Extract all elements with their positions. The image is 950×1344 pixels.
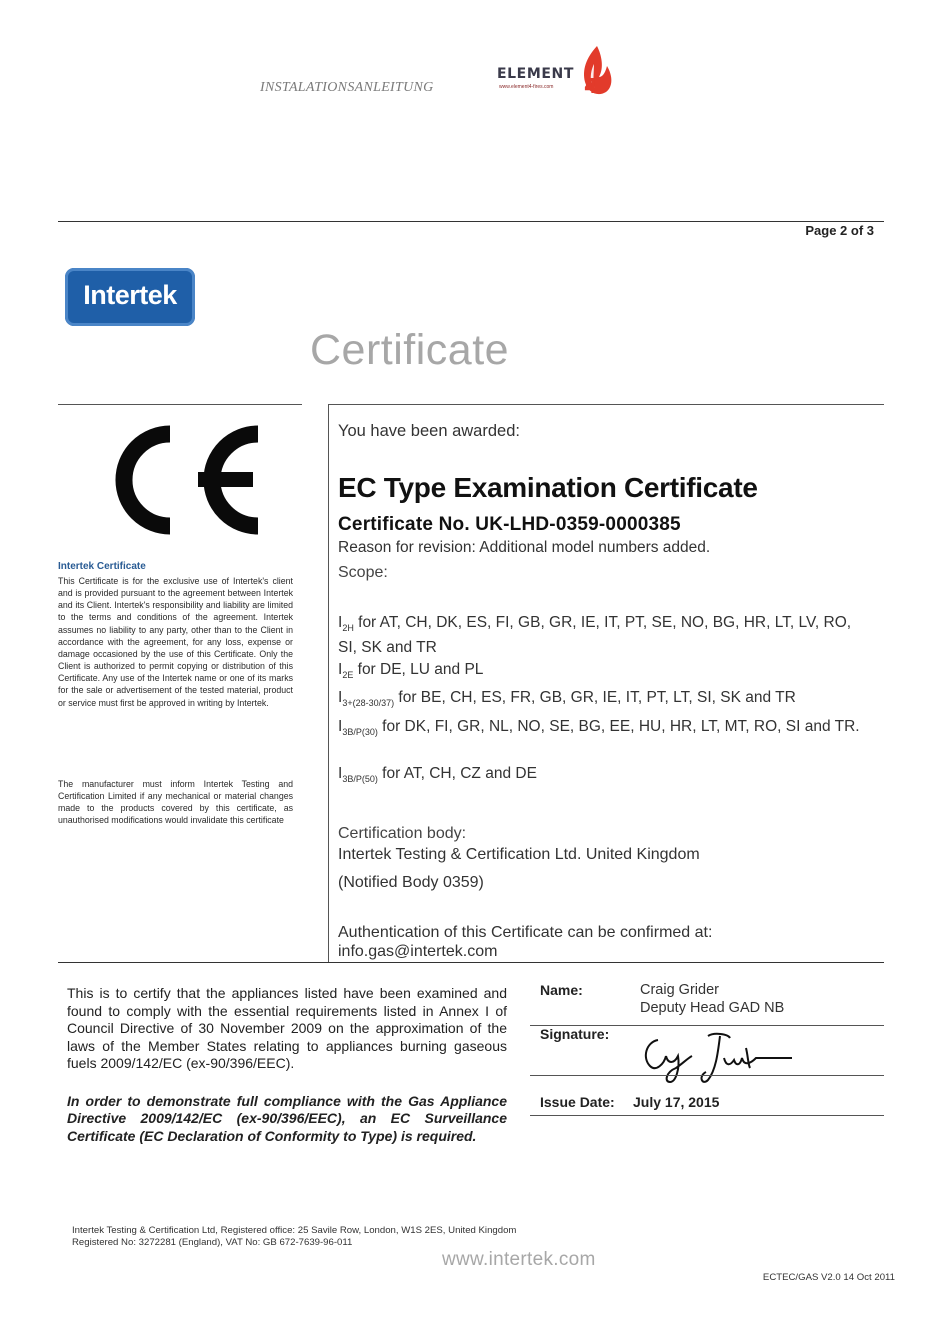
notified-body: (Notified Body 0359)	[338, 874, 484, 891]
signatory-name: Craig Grider	[640, 982, 719, 998]
revision-reason: Reason for revision: Additional model numbers added.	[338, 539, 711, 556]
awarded-intro: You have been awarded:	[338, 422, 520, 440]
signatory-title: Deputy Head GAD NB	[640, 1000, 785, 1016]
certification-body-name: Intertek Testing & Certification Ltd. United Kingdom	[338, 846, 700, 863]
gas-category-3bp30: $I_{3B/P(30)}$ for DK, FI, GR, NL, NO, SE, BG, EE, HU, HR, LT, MT, RO, SI and TR.	[338, 718, 860, 738]
compliance-statement: In order to demonstrate full compliance with the Gas Appliance Directive 2009/142/EC (ex-90/396/EEC), an EC Surveillance Certificate (EC Declaration of Conformity to Type) is required.	[67, 1093, 507, 1144]
intertek-certificate-title: Intertek Certificate	[58, 561, 146, 572]
intertek-logo-text: Intertek	[83, 280, 177, 310]
certificate-heading: Certificate	[310, 326, 510, 374]
brand-url: www.element4-fires.com	[499, 84, 554, 90]
gas-category-2h: $I_{2H}$ for AT, CH, DK, ES, FI, GB, GR, IE, IT, PT, SE, NO, BG, HR, LT, LV, RO, SI, SK and TR	[338, 614, 852, 657]
certify-statement: This is to certify that the appliances listed have been examined and found to comply with the essential requirements listed in Annex I of Council Directive of 30 November 2009 on the approximation of the laws of the Member States relating to appliances burning gaseous fuels 2009/142/EC (ex-90/396/EEC).	[67, 985, 507, 1072]
intertek-logo	[65, 268, 195, 326]
website-url: www.intertek.com	[442, 1249, 596, 1270]
vertical-divider	[328, 404, 329, 962]
name-label: Name:	[540, 982, 583, 998]
intertek-certificate-terms: This Certificate is for the exclusive use of Intertek's client and is provided pursuant to the agreement between Intertek and its Client. Intertek's responsibility and liability are limited to the terms and conditions of the agreement. Intertek assumes no liability to any party, other than to the Client in accordance with the agreement, for any loss, expense or damage occasioned by the use of this Certificate. Only the Client is authorized to permit copying or distribution of this Certificate. Any use of the Intertek name or one of its marks for the sale or advertisement of the tested material, product or service must first be approved in writing by Intertek.	[58, 576, 293, 708]
certificate-type-title: EC Type Examination Certificate	[338, 472, 758, 503]
certification-body-label: Certification body:	[338, 825, 467, 842]
issue-date-label: Issue Date:	[540, 1094, 615, 1110]
footer-address: Intertek Testing & Certification Ltd, Registered office: 25 Savile Row, London, W1S 2ES, United Kingdom	[72, 1225, 517, 1236]
gas-category-3bp50: $I_{3B/P(50)}$ for AT, CH, CZ and DE	[338, 765, 537, 785]
right-divider	[328, 404, 884, 405]
page-number: Page 2 of 3	[805, 223, 874, 238]
issue-date: July 17, 2015	[633, 1094, 720, 1110]
gas-category-2e: $I_{2E}$ for DE, LU and PL	[338, 661, 484, 681]
flame-icon	[580, 44, 614, 98]
brand-name: ELEMENT	[497, 66, 575, 82]
form-code: ECTEC/GAS V2.0 14 Oct 2011	[762, 1272, 895, 1283]
signoff-divider-2	[530, 1075, 884, 1076]
middle-divider	[58, 962, 884, 963]
authentication-email: info.gas@intertek.com	[338, 943, 498, 960]
certificate-number: Certificate No. UK-LHD-0359-0000385	[338, 514, 681, 535]
signature-label: Signature:	[540, 1026, 610, 1042]
handwritten-signature	[636, 1028, 796, 1088]
left-divider	[58, 404, 302, 405]
scope-label: Scope:	[338, 564, 388, 581]
footer-registration: Registered No: 3272281 (England), VAT No: GB 672-7639-96-011	[72, 1237, 353, 1248]
gas-category-3plus: $I_{3+(28-30/37)}$ for BE, CH, ES, FR, GB, GR, IE, IT, PT, LT, SI, SK and TR	[338, 689, 796, 709]
manufacturer-note: The manufacturer must inform Intertek Testing and Certification Limited if any mechanical or material changes made to the products covered by this certificate, as unauthorised modifications would invalidate this certificate	[58, 779, 293, 826]
install-manual-title: INSTALATIONSANLEITUNG	[260, 80, 434, 95]
element4-logo	[497, 44, 617, 100]
brand-number: 4	[584, 74, 598, 98]
top-divider	[58, 221, 884, 222]
ce-mark-icon	[98, 420, 268, 540]
signoff-divider-3	[530, 1115, 884, 1116]
authentication-text: Authentication of this Certificate can be confirmed at:	[338, 924, 713, 941]
